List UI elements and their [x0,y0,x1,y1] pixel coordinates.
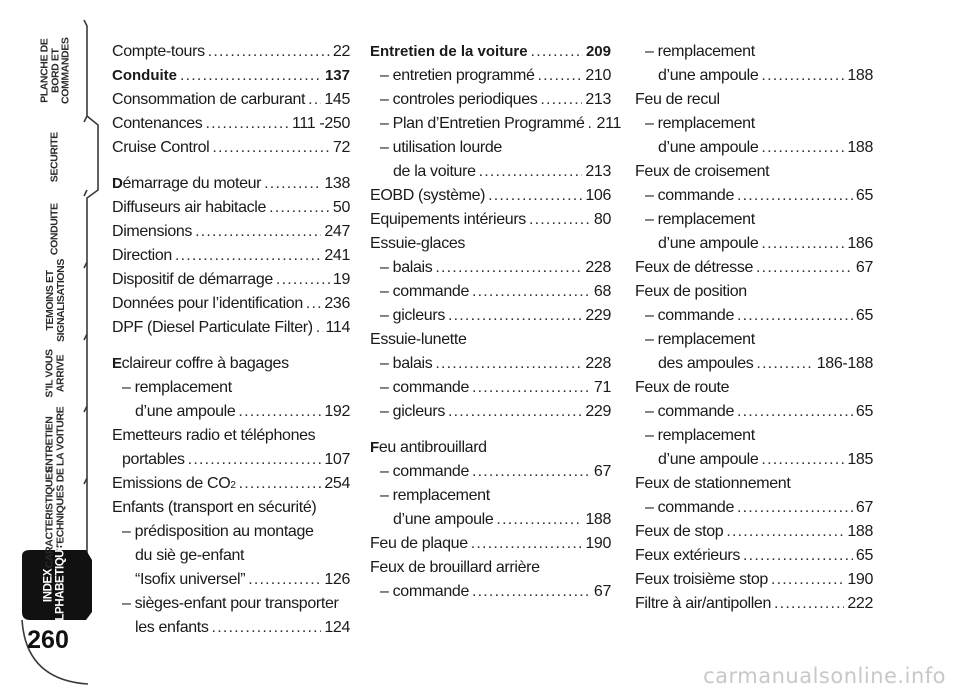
index-entry-page: 71 [593,379,611,396]
index-entry-page: 65 [855,307,873,324]
leader-dots [188,448,322,472]
index-column-2 [370,40,621,604]
index-column-1 [112,40,350,640]
index-entry-label: d’une ampoule [658,451,759,468]
index-entry-page: 247 [324,223,350,240]
index-entry [635,400,873,424]
index-entry-label: d’une ampoule [393,511,494,528]
index-entry-label: – commande [380,283,469,300]
leader-dots [726,520,844,544]
index-entry-page: 126 [324,571,350,588]
leader-dots [756,352,813,376]
index-entry [635,40,873,64]
index-entry [635,520,873,544]
index-entry-page: 229 [585,403,611,420]
index-entry-label: – commande [645,499,734,516]
index-entry-label: Consommation de carburant [112,91,306,108]
index-entry-page: 107 [324,451,350,468]
index-entry [370,160,611,184]
index-entry-label: Emetteurs radio et téléphones [112,427,316,444]
index-entry-page: 192 [324,403,350,420]
index-entry [635,280,873,304]
leader-dots [761,64,844,88]
tab-temoins-signalisations[interactable]: TEMOINS ET SIGNALISATIONS [43,258,67,342]
index-entry [112,244,350,268]
index-entry [370,484,611,508]
index-entry [112,220,350,244]
index-entry-label: Essuie-glaces [370,235,466,252]
index-entry [370,580,611,604]
index-entry-page: 114 [325,319,350,336]
index-entry-label: Equipements intérieurs [370,211,526,228]
leader-dots [540,88,582,112]
index-entry [370,556,611,580]
index-entry [112,376,350,400]
index-entry-label: Feux de détresse [635,259,754,276]
index-entry-page: 186-188 [816,355,873,372]
index-entry-label: Emissions de CO [112,475,231,492]
leader-dots [308,88,321,112]
index-entry-page: 188 [847,523,873,540]
index-entry [635,256,873,280]
index-entry-page: 222 [847,595,873,612]
index-entry-label: Diffuseurs air habitacle [112,199,267,216]
index-entry [370,508,611,532]
index-entry-label: – balais [380,259,433,276]
index-entry-page: 188 [847,139,873,156]
index-entry-label: – commande [645,307,734,324]
index-entry-label: – sièges-enfant pour transporter [122,595,339,612]
index-entry-label: EOBD (système) [370,187,486,204]
index-entry [635,304,873,328]
index-entry-label: Entretien de la voiture [370,43,528,60]
leader-dots [472,460,591,484]
index-entry [370,208,611,232]
index-entry-page: 188 [847,67,873,84]
index-entry [112,448,350,472]
leader-dots [448,304,582,328]
index-entry-page: 228 [585,259,611,276]
index-entry [370,184,611,208]
index-entry-label: Feux extérieurs [635,547,741,564]
index-entry-label: – commande [645,403,734,420]
tab-caracteristiques-techniques[interactable]: CARACTERISTIQUES TECHNIQUES [43,466,66,568]
index-entry [635,424,873,448]
leader-dots [737,496,853,520]
index-entry [112,592,350,616]
index-entry [635,496,873,520]
leader-dots [212,616,322,640]
index-entry [112,64,350,88]
index-entry-page: 145 [324,91,350,108]
index-entry-page: 65 [855,187,873,204]
index-entry [635,472,873,496]
index-entry-label: Feux de route [635,379,730,396]
index-entry-label: – remplacement [645,115,755,132]
index-entry [370,376,611,400]
leader-dots [180,64,322,88]
index-entry [112,88,350,112]
index-entry-label: Enfants (transport en sécurité) [112,499,317,516]
index-entry-label: – gicleurs [380,403,445,420]
index-entry [112,424,350,448]
index-entry-page: 185 [847,451,873,468]
index-entry-label: d’une ampoule [658,235,759,252]
index-entry-page: 80 [593,211,611,228]
index-entry-label: d’une ampoule [658,67,759,84]
index-entry-label: Contenances [112,115,203,132]
index-entry [112,544,350,568]
index-entry-label: Feu de recul [635,91,720,108]
index-entry [635,328,873,352]
index-entry-label: Filtre à air/antipollen [635,595,772,612]
leader-dots [737,304,853,328]
index-entry-page: 19 [332,271,350,288]
index-entry-page: 106 [585,187,611,204]
leader-dots [248,568,321,592]
index-entry [112,172,350,196]
leader-dots [435,256,582,280]
index-entry [112,352,350,376]
index-entry-label: – commande [645,187,734,204]
index-entry [370,280,611,304]
tab-securite[interactable]: SECURITE [48,132,61,182]
index-entry-page: 22 [332,43,350,60]
index-entry-label: – remplacement [645,211,755,228]
index-entry-label: Feux de stationnement [635,475,791,492]
index-entry [112,40,350,64]
index-entry-page: 190 [847,571,873,588]
index-entry-label: Feux de croisement [635,163,770,180]
index-entry-page: 111 -250 [292,115,350,132]
index-entry-label: Dispositif de démarrage [112,271,273,288]
index-entry-label: – remplacement [645,43,755,60]
leader-dots [269,196,330,220]
index-entry-label: Démarrage du moteur [112,175,262,192]
index-entry [635,544,873,568]
leader-dots [472,580,591,604]
tab-conduite[interactable]: CONDUITE [48,203,61,255]
leader-dots [205,112,289,136]
index-entry-label: DPF (Diesel Particulate Filter) [112,319,313,336]
index-entry-label: Dimensions [112,223,193,240]
index-entry [112,268,350,292]
leader-dots [737,400,853,424]
index-entry-page: 67 [855,259,873,276]
index-entry [370,400,611,424]
index-entry [370,232,611,256]
index-entry-label: – commande [380,583,469,600]
index-entry [635,352,873,376]
index-entry [635,568,873,592]
index-entry-label: portables [122,451,185,468]
index-entry-label: d’une ampoule [135,403,236,420]
index-entry-page: 236 [324,295,350,312]
index-entry-label: Eclaireur coffre à bagages [112,355,289,372]
index-entry [370,436,611,460]
index-entry-page: 241 [324,247,350,264]
index-entry-page: 67 [855,499,873,516]
index-entry-page: 213 [585,91,611,108]
index-entry-label: de la voiture [393,163,476,180]
index-entry-label: – remplacement [645,427,755,444]
index-entry [112,136,350,160]
index-entry [112,112,350,136]
leader-dots [264,172,321,196]
index-entry-label: d’une ampoule [658,139,759,156]
index-column-3 [635,40,873,616]
index-entry [635,88,873,112]
index-entry-page: 188 [585,511,611,528]
index-entry-label: du siè ge-enfant [135,547,245,564]
index-entry [370,88,611,112]
leader-dots [488,184,582,208]
index-entry-page: 190 [585,535,611,552]
index-entry-page: 213 [585,163,611,180]
index-entry [370,304,611,328]
leader-dots [496,508,582,532]
leader-dots [529,208,591,232]
index-entry [635,160,873,184]
index-entry [370,328,611,352]
index-entry-label: Feux de brouillard arrière [370,559,540,576]
index-entry [370,64,611,88]
index-entry-label: – gicleurs [380,307,445,324]
leader-dots [761,232,844,256]
index-entry [635,232,873,256]
tab-sil-vous-arrive[interactable]: S’IL VOUS ARRIVE [43,348,66,398]
index-entry-page: 68 [593,283,611,300]
leader-dots [531,40,583,64]
index-entry-page: 254 [324,475,350,492]
tab-planche-de-bord[interactable]: PLANCHE DE BORD ET COMMANDES [38,37,72,105]
index-entry-label: Données pour l’identification [112,295,303,312]
index-entry-label: – balais [380,355,433,372]
index-entry [370,136,611,160]
index-entry-label: Conduite [112,67,177,84]
leader-dots [538,64,583,88]
leader-dots [756,256,853,280]
leader-dots [471,532,583,556]
leader-dots [276,268,330,292]
leader-dots [239,472,322,496]
leader-dots [588,112,594,136]
index-entry [370,460,611,484]
index-entry-page: 186 [847,235,873,252]
index-entry-page: 50 [332,199,350,216]
index-entry [112,292,350,316]
index-entry-page: 65 [855,547,873,564]
index-entry [370,40,611,64]
index-entry-label: – commande [380,463,469,480]
leader-dots [761,448,844,472]
index-entry [635,184,873,208]
watermark: carmanualsonline.info [703,664,946,688]
leader-dots [737,184,853,208]
index-entry-page: 124 [324,619,350,636]
section-tabs [0,0,100,692]
index-entry-page: 229 [585,307,611,324]
index-entry-label: – entretien programmé [380,67,535,84]
leader-dots [238,400,321,424]
index-entry-label: Feux de position [635,283,747,300]
index-entry [635,208,873,232]
leader-dots [208,40,330,64]
index-entry-page: 72 [332,139,350,156]
index-entry [112,316,350,340]
index-entry [370,352,611,376]
index-entry-page: 210 [585,67,611,84]
leader-dots [774,592,844,616]
index-entry-label: – controles periodiques [380,91,538,108]
leader-dots [472,376,591,400]
index-entry-label: – prédisposition au montage [122,523,314,540]
index-entry-label: Cruise Control [112,139,210,156]
leader-dots [316,316,323,340]
index-entry [635,592,873,616]
leader-dots [479,160,583,184]
index-entry [112,400,350,424]
leader-dots [175,244,321,268]
index-entry [370,112,621,136]
tab-index-alphabetique[interactable]: INDEX ALPHABETIQUE [42,542,66,628]
leader-dots [448,400,582,424]
index-entry-label: les enfants [135,619,209,636]
index-entry-label: – commande [380,379,469,396]
index-entry-page: 228 [585,355,611,372]
index-entry-label: Direction [112,247,172,264]
index-entry-page: 67 [593,463,611,480]
index-entry: Emissions de CO 2 ..... 254 [112,472,350,496]
leader-dots [306,292,321,316]
index-entry [112,616,350,640]
index-entry-page: 65 [855,403,873,420]
index-entry-label: – Plan d’Entretien Programmé [380,115,585,132]
index-entry-label: Feux de stop [635,523,724,540]
index-entry-label: des ampoules [658,355,754,372]
leader-dots [472,280,591,304]
leader-dots [743,544,853,568]
index-entry [635,112,873,136]
index-entry [635,64,873,88]
index-entry-label: – remplacement [380,487,490,504]
leader-dots [761,136,844,160]
index-entry-page: 67 [593,583,611,600]
index-entry-label: Feu antibrouillard [370,439,487,456]
index-entry-label: – remplacement [122,379,232,396]
index-entry-label: Essuie-lunette [370,331,467,348]
leader-dots [195,220,321,244]
index-entry [112,496,350,520]
index-entry-label: Compte-tours [112,43,205,60]
tab-entretien-voiture[interactable]: ENTRETIEN DE LA VOITURE [43,406,66,482]
index-entry [370,532,611,556]
index-entry [635,376,873,400]
index-entry-label: – utilisation lourde [380,139,502,156]
index-entry [112,196,350,220]
leader-dots [771,568,844,592]
index-entry-label: Feu de plaque [370,535,468,552]
index-entry-page: 137 [324,67,350,84]
index-entry [112,520,350,544]
index-entry-page: 211 [596,115,621,132]
index-entry-label: Feux troisième stop [635,571,768,588]
index-entry-page: 209 [585,43,611,60]
index-entry [112,568,350,592]
index-entry [635,136,873,160]
index-entry-label: – remplacement [645,331,755,348]
index-entry-label: “Isofix universel” [135,571,246,588]
index-entry-page: 138 [324,175,350,192]
index-entry [635,448,873,472]
leader-dots [212,136,330,160]
page-number: 260 [27,626,69,654]
leader-dots [435,352,582,376]
index-entry [370,256,611,280]
